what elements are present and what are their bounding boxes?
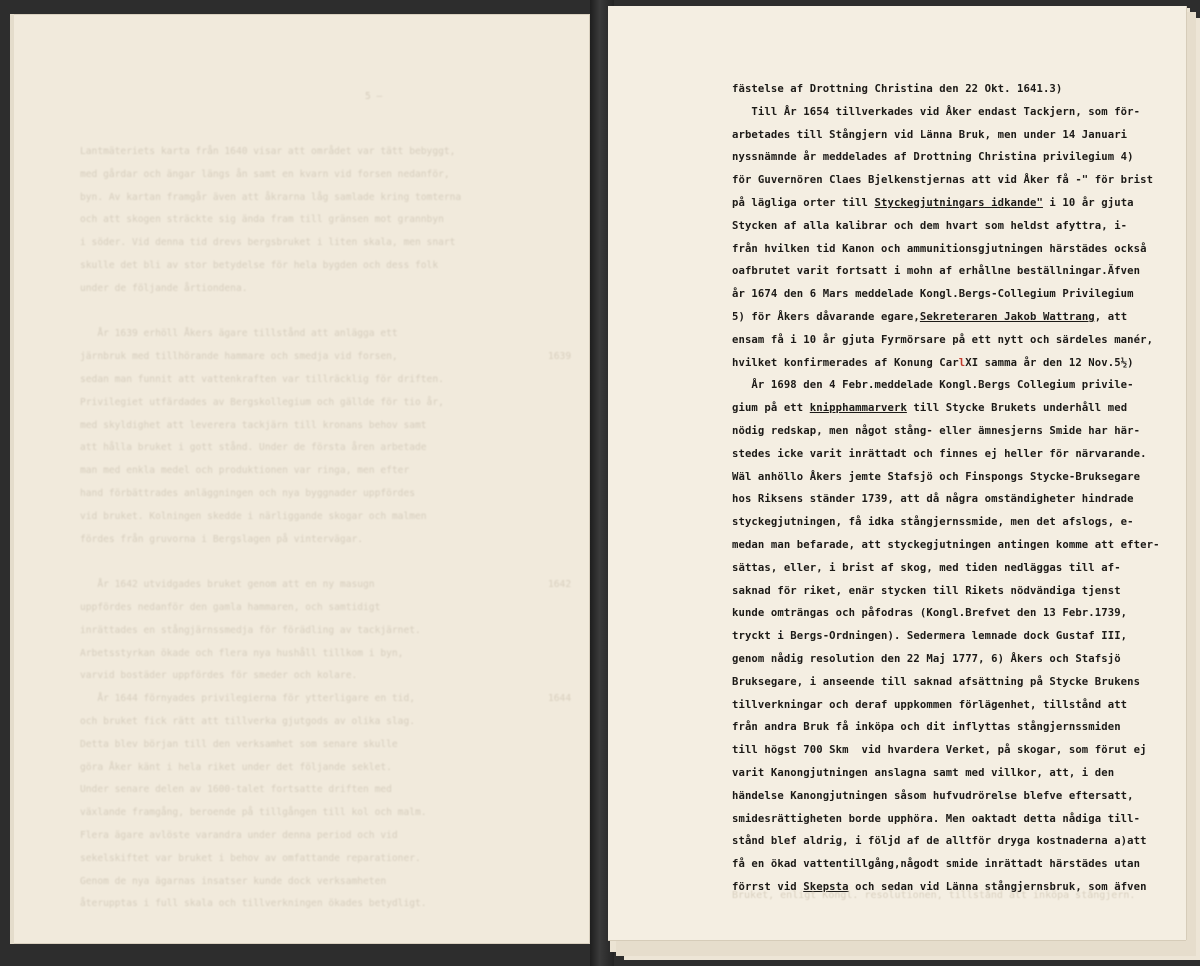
text-line (732, 808, 1172, 831)
text-line (732, 306, 1172, 329)
left-page-line: År 1639 erhöll Åkers ägare tillstånd att anlägga ett (80, 328, 398, 340)
text-line (732, 762, 1172, 785)
text-run: genom nådig resolution den 22 Maj 1777, 6) Åkers och Stafsjö (732, 652, 1121, 665)
left-page-line: att hålla bruket i gott stånd. Under de första åren arbetade (80, 442, 427, 454)
text-run: nyssnämnde år meddelades af Drottning Christina privilegium 4) (732, 151, 1134, 164)
text-line (732, 648, 1172, 671)
left-page-line: hand förbättrades anläggningen och nya byggnader uppfördes (80, 488, 416, 499)
underlined-term: Skepsta (803, 880, 849, 893)
left-page-line: varvid bostäder uppfördes för smeder och kolare. (80, 670, 358, 682)
text-line (732, 853, 1172, 876)
text-run: , att (1094, 310, 1128, 323)
text-line (732, 694, 1172, 717)
text-line (732, 329, 1172, 352)
text-run: ensam få i 10 år gjuta Fyrmörsare på ett nytt och särdeles manér, (732, 333, 1154, 346)
text-run: från hvilken tid Kanon och ammunitionsgjutningen härstädes också (732, 242, 1147, 255)
underlined-term: knipphammarverk (809, 402, 907, 415)
left-page-line: återupptas i full skala och tillverkningen ökades betydligt. (80, 898, 427, 910)
text-line (732, 602, 1172, 625)
text-run: förrst vid (732, 880, 804, 893)
left-page-line: i söder. Vid denna tid drevs bergsbruket i liten skala, men snart (80, 237, 456, 249)
text-run: medan man befarade, att styckegjutningen antingen komme att efter- (732, 538, 1160, 551)
text-line (732, 238, 1172, 261)
text-line (732, 557, 1172, 580)
text-line (732, 397, 1172, 420)
text-run: stånd blef aldrig, i följd af de alltför dryga kostnaderna a)att (732, 835, 1147, 848)
text-line (732, 716, 1172, 739)
right-page-bleed-through: Bruket, enligt Kongl. resolutionen, tillstånd att inköpa stångjern. (732, 890, 1136, 901)
text-line (732, 169, 1172, 192)
left-page-line: Under senare delen av 1600-talet fortsatte driften med (80, 784, 392, 796)
left-page-line: och bruket fick rätt att tillverka gjutgods av olika slag. (80, 716, 416, 727)
text-run: händelse Kanongjutningen såsom hufvudrörelse blefve eftersatt, (732, 789, 1134, 802)
text-line (732, 466, 1172, 489)
left-page-line: sekelskiftet var bruket i behov av omfattande reparationer. (80, 852, 421, 864)
text-run: till Stycke Brukets underhåll med (906, 402, 1128, 415)
text-line (732, 260, 1172, 283)
text-run: smidesrättigheten borde upphöra. Men oaktadt detta nådiga till- (732, 812, 1141, 825)
left-page-line: vid bruket. Kolningen skedde i närliggande skogar och malmen (80, 510, 427, 522)
left-page-line: med skyldighet att leverera tackjärn till kronans behov samt (80, 419, 427, 431)
text-line (732, 352, 1172, 375)
text-run: nödig redskap, men något stång- eller ämnesjerns Smide har här- (732, 424, 1141, 437)
text-run: år 1674 den 6 Mars meddelade Kongl.Bergs-Collegium Privilegium (732, 288, 1134, 301)
left-page-line: Flera ägare avlöste varandra under denna period och vid (80, 830, 398, 841)
text-run: styckegjutningen, få idka stångjernssmide, men det afslogs, e- (732, 516, 1134, 529)
text-line (732, 830, 1172, 853)
text-line (732, 101, 1172, 124)
text-run: fästelse af Drottning Christina den 22 Okt. 1641.3) (732, 83, 1063, 95)
text-line (732, 739, 1172, 762)
left-page-line: Arbetsstyrkan ökade och flera nya hushåll tillkom i byn, (80, 647, 404, 659)
left-page-line: Genom de nya ägarnas insatser kunde dock verksamheten (80, 875, 387, 887)
left-page-line: År 1644 förnyades privilegierna för ytterligare en tid, (80, 693, 416, 705)
left-page-line: järnbruk med tillhörande hammare och smedja vid forsen, (80, 351, 398, 363)
text-line (732, 192, 1172, 215)
left-page-line: Detta blev början till den verksamhet som senare skulle (80, 738, 398, 750)
text-run: sättas, eller, i brist af skog, med tiden nedläggas till af- (732, 561, 1121, 574)
text-line (732, 420, 1172, 443)
text-line (732, 374, 1172, 397)
text-run: till högst 700 Skm vid hvardera Verket, på skogar, som förut ej (732, 744, 1147, 757)
text-run: hvilket konfirmerades af Konung Car (732, 356, 959, 369)
underlined-term: Sekreteraren Jakob Wattrang (919, 310, 1095, 323)
text-line (732, 785, 1172, 808)
text-run: Stycken af alla kalibrar och dem hvart som heldst afyttra, i- (732, 219, 1128, 232)
text-run: varit Kanongjutningen anslagna samt med villkor, att, i den (732, 766, 1115, 779)
text-run: Bruksegare, i anseende till saknad afsättning på Stycke Brukens (732, 675, 1141, 688)
text-run: på lägliga orter till (732, 196, 875, 209)
margin-year: 1642 (548, 579, 572, 591)
left-page (10, 14, 590, 944)
text-line (732, 443, 1172, 466)
text-run: för Guvernören Claes Bjelkenstjernas att vid Åker få -" för brist (732, 174, 1154, 187)
text-line (732, 124, 1172, 147)
text-line (732, 511, 1172, 534)
text-run: saknad för riket, enär stycken till Rikets nödvändiga tjenst (732, 584, 1121, 597)
left-page-line: inrättades en stångjärnssmedja för förädling av tackjärnet. (80, 624, 421, 636)
text-run: hos Riksens ständer 1739, att då några omständigheter hindrade (732, 493, 1134, 506)
text-line (732, 625, 1172, 648)
text-run: stedes icke varit inrättadt och finnes ej heller för närvarande. (732, 447, 1147, 460)
text-line (732, 283, 1172, 306)
text-line (732, 580, 1172, 603)
text-run: oafbrutet varit fortsatt i mohn af erhållne beställningar.Äfven (732, 265, 1141, 278)
text-run: År 1698 den 4 Febr.meddelade Kongl.Bergs Collegium privile- (732, 379, 1134, 392)
text-run: arbetades till Stångjern vid Länna Bruk, men under 14 Januari (732, 128, 1128, 141)
left-page-line: Lantmäteriets karta från 1640 visar att området var tätt bebyggt, (80, 146, 456, 157)
text-run: gium på ett (732, 402, 810, 415)
left-page-number: 5 — (365, 91, 383, 102)
text-line (732, 78, 1172, 101)
text-run: Wäl anhöllo Åkers jemte Stafsjö och Finspongs Stycke-Bruksegare (732, 470, 1141, 483)
left-page-bleed-text (10, 14, 590, 944)
text-run: i 10 år gjuta (1042, 196, 1134, 209)
left-page-line: byn. Av kartan framgår även att åkrarna låg samlade kring tomterna (80, 191, 462, 203)
left-page-line: man med enkla medel och produktionen var ringa, men efter (80, 465, 410, 477)
text-line (732, 488, 1172, 511)
margin-year: 1644 (548, 693, 572, 705)
text-line (732, 671, 1172, 694)
left-page-line: sedan man funnit att vattenkraften var tillräcklig för driften. (80, 374, 444, 385)
left-page-line: fördes från gruvorna i Bergslagen på vintervägar. (80, 533, 364, 545)
left-page-line: År 1642 utvidgades bruket genom att en ny masugn (80, 579, 375, 591)
text-run: XI samma år den 12 Nov.5½) (965, 356, 1134, 369)
left-page-line: med gårdar och ängar längs ån samt en kvarn vid forsen nedanför, (80, 168, 450, 180)
text-run: få en ökad vattentillgång,någodt smide inrättadt härstädes utan (732, 858, 1141, 871)
text-run: och sedan vid Länna stångjernsbruk, som äfven (848, 880, 1147, 893)
left-page-line: göra Åker känt i hela riket under det följande seklet. (80, 761, 392, 773)
text-run: Till År 1654 tillverkades vid Åker endast Tackjern, som för- (732, 105, 1141, 118)
red-correction: l (958, 356, 966, 369)
text-run: kunde omträngas och påfodras (Kongl.Brefvet den 13 Febr.1739, (732, 607, 1128, 620)
left-page-line: skulle det bli av stor betydelse för hela bygden och dess folk (80, 260, 439, 271)
text-line (732, 146, 1172, 169)
margin-year: 1639 (548, 351, 572, 363)
text-run: 5) för Åkers dåvarande egare, (732, 310, 920, 323)
right-page (608, 6, 1186, 940)
right-page-text (732, 78, 1172, 899)
left-page-line: under de följande årtiondena. (80, 282, 248, 294)
left-page-line: växlande framgång, beroende på tillgången till kol och malm. (80, 807, 427, 819)
text-line (732, 534, 1172, 557)
left-page-line: och att skogen sträckte sig ända fram till gränsen mot grannbyn (80, 214, 444, 226)
text-run: tillverkningar och deraf uppkommen förlägenhet, tillstånd att (732, 698, 1128, 711)
text-line (732, 215, 1172, 238)
underlined-term: Styckegjutningars idkande" (874, 196, 1043, 209)
left-page-line: uppfördes nedanför den gamla hammaren, och samtidigt (80, 602, 381, 613)
left-page-line: Privilegiet utfärdades av Bergskollegium och gällde för tio år, (80, 396, 444, 408)
text-run: från andra Bruk få inköpa och dit inflyttas stångjernssmiden (732, 721, 1121, 734)
text-run: tryckt i Bergs-Ordningen). Sedermera lemnade dock Gustaf III, (732, 630, 1128, 643)
